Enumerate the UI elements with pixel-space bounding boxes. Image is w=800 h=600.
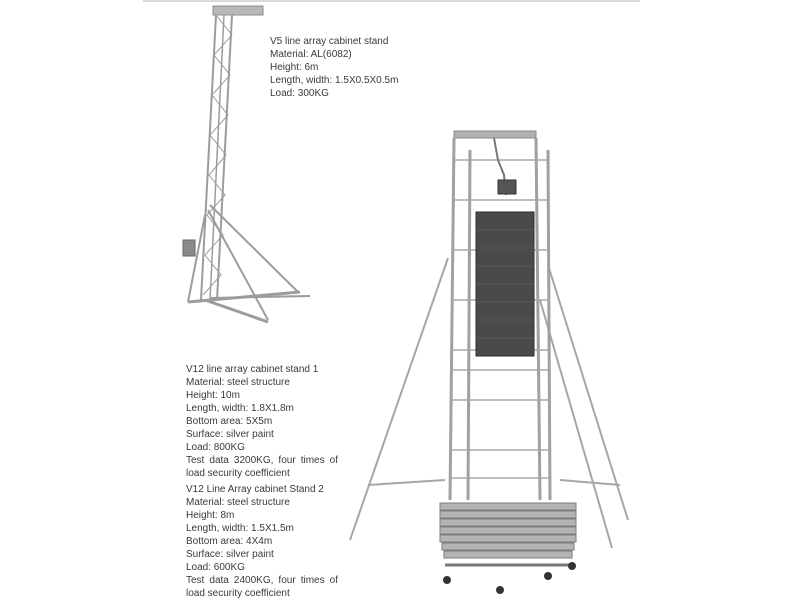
v12-stand1-dimensions: Length, width: 1.8X1.8m <box>186 403 294 414</box>
v12-stand1-bottom-area: Bottom area: 5X5m <box>186 416 273 427</box>
v12-stand1-test-data: Test data 3200KG, four times of load security coefficient <box>186 455 338 479</box>
v5-height: Height: 6m <box>270 62 319 73</box>
v12-stand2-bottom-area: Bottom area: 4X4m <box>186 536 273 547</box>
v12-stand2-dimensions: Length, width: 1.5X1.5m <box>186 523 294 534</box>
v5-material: Material: AL(6082) <box>270 49 352 60</box>
v12-stand1-height: Height: 10m <box>186 390 240 401</box>
v5-stand-image <box>183 6 310 322</box>
v12-stand1-title: V12 line array cabinet stand 1 <box>186 364 319 375</box>
v12-stand2-surface: Surface: silver paint <box>186 549 274 560</box>
v12-stand2-material: Material: steel structure <box>186 497 290 508</box>
v5-dimensions: Length, width: 1.5X0.5X0.5m <box>270 75 399 86</box>
v12-stand2-load: Load: 600KG <box>186 562 245 573</box>
v12-stand2-test-data: Test data 2400KG, four times of load security coefficient <box>186 575 338 599</box>
v12-tower-image <box>350 131 628 594</box>
v12-stand1-load: Load: 800KG <box>186 442 245 453</box>
v5-load: Load: 300KG <box>270 88 329 99</box>
v5-title: V5 line array cabinet stand <box>270 36 389 47</box>
v12-stand2-height: Height: 8m <box>186 510 235 521</box>
v12-stand1-material: Material: steel structure <box>186 377 290 388</box>
v12-stand2-title: V12 Line Array cabinet Stand 2 <box>186 484 324 495</box>
v12-stand1-surface: Surface: silver paint <box>186 429 274 440</box>
